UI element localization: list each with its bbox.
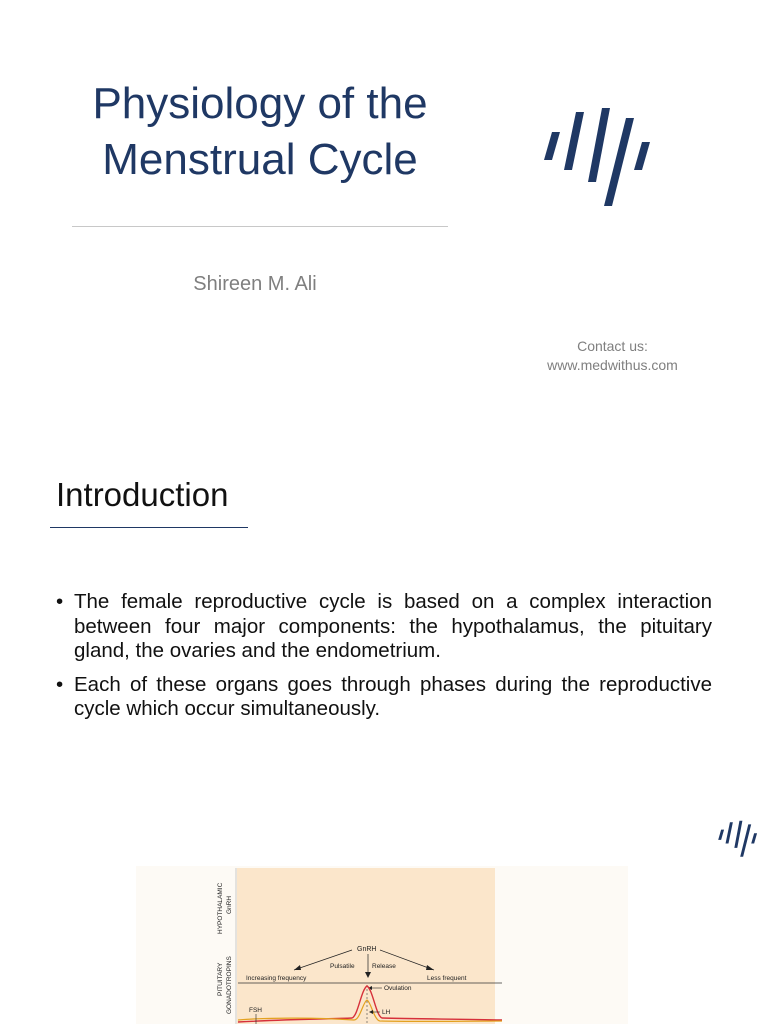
title-slide — [0, 0, 768, 440]
fsh-label: FSH — [249, 1007, 262, 1014]
bullet-marker: • — [56, 672, 64, 696]
row-label-hypothalamic: HYPOTHALAMIC — [217, 882, 224, 934]
arrowhead-left — [294, 965, 301, 970]
fsh-curve — [238, 1000, 502, 1021]
row-label-gonadotropins: GONADOTROPINS — [226, 956, 233, 1014]
less-frequent-label: Less frequent — [427, 975, 467, 982]
ovulation-label: Ovulation — [384, 985, 412, 992]
medwithus-logo-icon — [538, 100, 658, 210]
contact-info — [520, 337, 705, 375]
row-label-gnrh: GnRH — [226, 895, 233, 914]
slide-heading: Introduction — [56, 476, 229, 513]
contact-url[interactable]: www.medwithus.com — [547, 357, 678, 373]
lh-arrowhead — [369, 1010, 373, 1014]
title-line-2: Menstrual Cycle — [102, 135, 418, 184]
lh-label: LH — [382, 1009, 391, 1016]
bullet-marker: • — [56, 590, 64, 613]
increasing-frequency-label: Increasing frequency — [246, 975, 307, 982]
release-label: Release — [372, 963, 396, 970]
introduction-slide — [0, 440, 768, 1024]
arrowhead-center — [365, 972, 371, 978]
heading-underline — [50, 527, 248, 528]
bullet-list — [56, 590, 712, 731]
author-name: Shireen M. Ali — [193, 273, 317, 295]
hormone-cycle-figure — [212, 866, 502, 1024]
title-divider — [72, 226, 448, 227]
medwithus-logo-small-icon — [716, 817, 760, 859]
bullet-item — [56, 590, 712, 664]
title-line-1: Physiology of the — [92, 79, 428, 128]
row-label-pituitary: PITUITARY — [217, 962, 224, 996]
bullet-item — [56, 673, 712, 722]
contact-label: Contact us: — [577, 338, 648, 354]
arrowhead-right — [426, 965, 434, 970]
slide-title — [60, 76, 460, 188]
bullet-text: The female reproductive cycle is based on a complex interaction between four major components: the hypothalamus, the pituitary gland, the ovaries and the endometrium. — [74, 590, 712, 662]
gnrh-label: GnRH — [357, 946, 377, 953]
pulsatile-label: Pulsatile — [330, 963, 355, 970]
bullet-text: Each of these organs goes through phases during the reproductive cycle which occur simultaneously. — [74, 672, 712, 720]
